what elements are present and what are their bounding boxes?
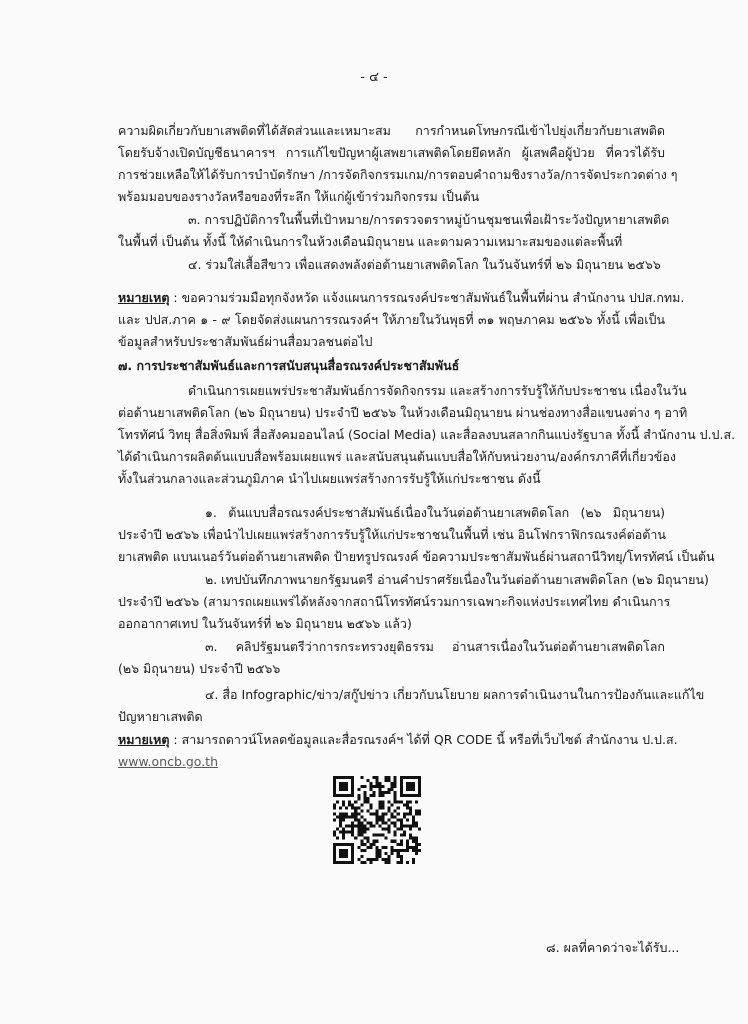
section-7-intro-line: ต่อต้านยาเสพติดโลก (๒๖ มิถุนายน) ประจำปี ๒๕๖๖ ในห้วงเดือนมิถุนายน ผ่านช่องทางสื่อแขนงต่าง ๆ อาทิ	[118, 405, 688, 420]
website-line	[118, 753, 218, 771]
note-1-line: และ ปปส.ภาค ๑ - ๙ โดยจัดส่งแผนการรณรงค์ฯ ให้ภายในวันพุธที่ ๓๑ พฤษภาคม ๒๕๖๖ ทั้งนี้ เพื่อเป็น	[118, 312, 665, 327]
note-1-line: ข้อมูลสำหรับประชาสัมพันธ์ผ่านสื่อมวลชนต่อไป	[118, 334, 373, 349]
subitem-2-line: ประจำปี ๒๕๖๖ (สามารถเผยแพร่ได้หลังจากสถานีโทรทัศน์รวมการเฉพาะกิจแห่งประเทศไทย ดำเนินการ	[118, 594, 671, 609]
section-7-intro-line: โทรทัศน์ วิทยุ สื่อสิ่งพิมพ์ สื่อสังคมออนไลน์ (Social Media) และสื่อลงบนสลากกินแบ่งรัฐบาล ทั้งนี้ สำนักงาน ป.ป.ส.	[118, 427, 736, 442]
subitem-1-line: ๑. ต้นแบบสื่อรณรงค์ประชาสัมพันธ์เนื่องในวันต่อต้านยาเสพติดโลก (๒๖ มิถุนายน)	[205, 505, 665, 520]
subitem-1-line: ยาเสพติด แบนเนอร์วันต่อต้านยาเสพติด ป้ายทรูปรณรงค์ ข้อความประชาสัมพันธ์ผ่านสถานีวิทยุ/โทรทัศน์ เป็นต้น	[118, 549, 715, 564]
note-label: หมายเหตุ	[118, 732, 170, 747]
page-number: - ๔ -	[360, 70, 388, 85]
section-7-intro-line: ดำเนินการเผยแพร่ประชาสัมพันธ์การจัดกิจกรรม และสร้างการรับรู้ให้กับประชาชน เนื่องในวัน	[188, 383, 687, 398]
paragraph-line: โดยรับจ้างเปิดบัญชีธนาคารฯ การแก้ไขปัญหาผู้เสพยาเสพติดโดยยึดหลัก ผู้เสพคือผู้ป่วย ที่ควรได้รับ	[118, 145, 665, 160]
subitem-4-line: ปัญหายาเสพติด	[118, 709, 203, 724]
item-4-line: ๔. ร่วมใส่เสื้อสีขาว เพื่อแสดงพลังต่อต้านยาเสพติดโลก ในวันจันทร์ที่ ๒๖ มิถุนายน ๒๕๖๖	[188, 257, 661, 272]
note-2-line	[118, 731, 678, 749]
note-1-line	[118, 289, 684, 307]
section-7-heading: ๗. การประชาสัมพันธ์และการสนับสนุนสื่อรณรงค์ประชาสัมพันธ์	[118, 358, 460, 373]
paragraph-line: การช่วยเหลือให้ได้รับการบำบัดรักษา /การจัดกิจกรรมเกม/การตอบคำถามชิงรางวัล/การจัดประกวดต่าง ๆ	[118, 167, 678, 182]
section-7-intro-line: ได้ดำเนินการผลิตต้นแบบสื่อพร้อมเผยแพร่ และสนับสนุนต้นแบบสื่อให้กับหน่วยงาน/องค์กรภาคีที่เกี่ยวข้อง	[118, 449, 676, 464]
paragraph-line: พร้อมมอบของรางวัลหรือของที่ระลึก ให้แก่ผู้เข้าร่วมกิจกรรม เป็นต้น	[118, 189, 480, 204]
qr-code-icon[interactable]	[333, 776, 421, 864]
subitem-3-line: ๓. คลิปรัฐมนตรีว่าการกระทรวงยุติธรรม อ่านสารเนื่องในวันต่อต้านยาเสพติดโลก	[205, 639, 665, 654]
section-7-intro-line: ทั้งในส่วนกลางและส่วนภูมิภาค นำไปเผยแพร่สร้างการรับรู้ให้แก่ประชาชน ดังนี้	[118, 471, 541, 486]
note-label: หมายเหตุ	[118, 290, 170, 305]
item-3-line: ในพื้นที่ เป็นต้น ทั้งนี้ ให้ดำเนินการในห้วงเดือนมิถุนายน และตามความเหมาะสมของแต่ละพื้นที่	[118, 234, 623, 249]
note-text: : ขอความร่วมมือทุกจังหวัด แจ้งแผนการรณรงค์ประชาสัมพันธ์ในพื้นที่ผ่าน สำนักงาน ปปส.กทม.	[169, 290, 685, 305]
website-link[interactable]: www.oncb.go.th	[118, 754, 219, 769]
item-3-line: ๓. การปฏิบัติการในพื้นที่เป้าหมาย/การตรวจตราหมู่บ้านชุมชนเพื่อเฝ้าระวังปัญหายาเสพติด	[188, 212, 670, 227]
note-text: : สามารถดาวน์โหลดข้อมูลและสื่อรณรงค์ฯ ได้ที่ QR CODE นี้ หรือที่เว็บไซต์ สำนักงาน ป.ป.ส.	[169, 732, 678, 747]
subitem-2-line: ๒. เทปบันทึกภาพนายกรัฐมนตรี อ่านคำปราศรัยเนื่องในวันต่อต้านยาเสพติดโลก (๒๖ มิถุนายน)	[205, 572, 709, 587]
subitem-4-line: ๔. สื่อ Infographic/ข่าว/สกู๊ปข่าว เกี่ยวกับนโยบาย ผลการดำเนินงานในการป้องกันและแก้ไข	[205, 687, 705, 702]
subitem-1-line: ประจำปี ๒๕๖๖ เพื่อนำไปเผยแพร่สร้างการรับรู้ให้แก่ประชาชนในพื้นที่ เช่น อินโฟกราฟิกรณรงค์ต่อต้าน	[118, 527, 666, 542]
next-page-reference: ๘. ผลที่คาดว่าจะได้รับ...	[546, 940, 680, 955]
subitem-2-line: ออกอากาศเทป ในวันจันทร์ที่ ๒๖ มิถุนายน ๒๕๖๖ แล้ว)	[118, 616, 412, 631]
subitem-3-line: (๒๖ มิถุนายน) ประจำปี ๒๕๖๖	[118, 661, 281, 676]
paragraph-line: ความผิดเกี่ยวกับยาเสพติดที่ได้สัดส่วนและเหมาะสม การกำหนดโทษกรณีเข้าไปยุ่งเกี่ยวกับยาเสพติด	[118, 123, 665, 138]
